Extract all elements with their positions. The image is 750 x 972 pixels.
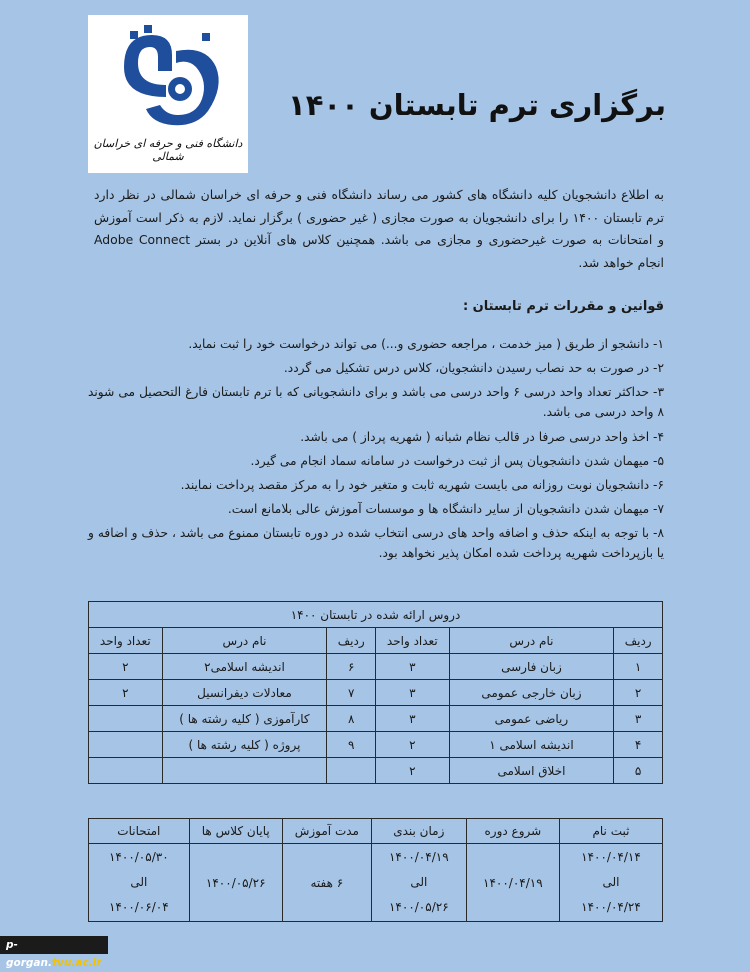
table-cell: ۲ xyxy=(376,732,450,758)
header-cell: ردیف xyxy=(327,628,376,654)
table-cell: معادلات دیفرانسیل xyxy=(162,680,327,706)
table-row xyxy=(89,844,663,922)
table-cell: پروژه ( کلیه رشته ها ) xyxy=(162,732,327,758)
university-logo xyxy=(88,15,248,173)
rules-list xyxy=(88,334,664,568)
table-cell xyxy=(327,758,376,784)
table-cell: ۲ xyxy=(376,758,450,784)
intro-paragraph: به اطلاع دانشجویان کلیه دانشگاه های کشور می رساند دانشگاه فنی و حرفه ای خراسان شمالی در نظر دارد ترم تابستان ۱۴۰۰ را برای دانشجویان به صورت مجازی ( غیر حضوری ) برگزار نماید. لازم به ذکر است آموزش و امتحانات به صورت غیرحضوری و مجازی می باشد. همچنین کلاس های آنلاین در بستر Adobe Connect انجام خواهد شد. xyxy=(94,187,664,270)
table-row xyxy=(89,732,663,758)
table-cell: ریاضی عمومی xyxy=(449,706,614,732)
timing-to: ۱۴۰۰/۰۵/۲۶ xyxy=(388,900,449,914)
header-cell: زمان بندی xyxy=(371,819,466,844)
table-cell: ۲ xyxy=(614,680,663,706)
registration-to: ۱۴۰۰/۰۴/۲۴ xyxy=(581,900,641,914)
header-cell: نام درس xyxy=(162,628,327,654)
rule-item: ۷- میهمان شدن دانشجویان از سایر دانشگاه ها و موسسات آموزش عالی بلامانع است. xyxy=(227,502,664,517)
table-row xyxy=(89,706,663,732)
courses-table-caption: دروس ارائه شده در تابستان ۱۴۰۰ xyxy=(89,602,663,628)
table-cell: ۹ xyxy=(327,732,376,758)
table-cell: ۳ xyxy=(376,654,450,680)
header-cell: پایان کلاس ها xyxy=(189,819,282,844)
header-cell: ردیف xyxy=(614,628,663,654)
table-cell: اندیشه اسلامی ۱ xyxy=(449,732,614,758)
schedule-table-header xyxy=(89,819,663,844)
rule-item: ۶- دانشجویان نوبت روزانه می بایست شهریه ثابت و متغیر خود را به مرکز مقصد پرداخت نمایند. xyxy=(180,477,664,492)
table-cell: ۳ xyxy=(614,706,663,732)
table-cell: ۵ xyxy=(614,758,663,784)
table-cell: اخلاق اسلامی xyxy=(449,758,614,784)
logo-caption: دانشگاه فنی و حرفه ای خراسان شمالی xyxy=(93,137,243,163)
exams-from: ۱۴۰۰/۰۵/۳۰ xyxy=(108,850,169,864)
site-watermark xyxy=(0,936,108,969)
table-cell: ۴ xyxy=(614,732,663,758)
table-cell: ۲ xyxy=(89,654,163,680)
table-cell: کارآموزی ( کلیه رشته ها ) xyxy=(162,706,327,732)
rule-item: ۵- میهمان شدن دانشجویان پس از ثبت درخواست در سامانه سماد انجام می گیرد. xyxy=(250,453,664,468)
table-cell xyxy=(89,706,163,732)
header-cell: تعداد واحد xyxy=(89,628,163,654)
rule-item: ۳- حداکثر تعداد واحد درسی ۶ واحد درسی می باشد و برای دانشجویانی که با ترم تابستان فارغ التحصیل می شوند ۸ واحد درسی می باشد. xyxy=(88,385,664,420)
classes-end-cell: ۱۴۰۰/۰۵/۲۶ xyxy=(189,844,282,922)
table-row xyxy=(89,680,663,706)
timing-sep: الی xyxy=(410,875,428,889)
schedule-table xyxy=(88,818,663,922)
registration-cell xyxy=(559,844,662,922)
rule-item: ۲- در صورت به حد نصاب رسیدن دانشجویان، کلاس درس تشکیل می گردد. xyxy=(283,361,664,376)
header-cell: شروع دوره xyxy=(466,819,559,844)
courses-table-header xyxy=(89,628,663,654)
header-cell: تعداد واحد xyxy=(376,628,450,654)
watermark-accent: tvu.ac.ir xyxy=(51,957,102,969)
header-cell: ثبت نام xyxy=(559,819,662,844)
table-cell: زبان فارسی xyxy=(449,654,614,680)
table-cell: ۶ xyxy=(327,654,376,680)
table-cell: ۱ xyxy=(614,654,663,680)
table-cell: ۷ xyxy=(327,680,376,706)
start-cell: ۱۴۰۰/۰۴/۱۹ xyxy=(466,844,559,922)
rules-heading: قوانین و مقررات ترم تابستان : xyxy=(462,299,664,314)
table-row xyxy=(89,654,663,680)
rule-item: ۴- اخذ واحد درسی صرفا در قالب نظام شبانه ( شهریه پرداز ) می باشد. xyxy=(300,429,664,444)
table-cell: ۲ xyxy=(89,680,163,706)
duration-cell: ۶ هفته xyxy=(282,844,371,922)
header-cell: نام درس xyxy=(449,628,614,654)
table-cell xyxy=(162,758,327,784)
courses-table xyxy=(88,601,663,784)
timing-from: ۱۴۰۰/۰۴/۱۹ xyxy=(388,850,449,864)
table-row xyxy=(89,758,663,784)
timing-cell xyxy=(371,844,466,922)
rule-item: ۸- با توجه به اینکه حذف و اضافه واحد های درسی انتخاب شده در دوره تابستان ممنوع می باشد ، حذف و اضافه و یا بازپرداخت شهریه پرداخت شده امکان پذیر نخواهد بود. xyxy=(88,526,664,561)
table-cell: زبان خارجی عمومی xyxy=(449,680,614,706)
exams-to: ۱۴۰۰/۰۶/۰۴ xyxy=(108,900,169,914)
page-title: برگزاری ترم تابستان ۱۴۰۰ xyxy=(288,88,666,122)
table-cell: اندیشه اسلامی۲ xyxy=(162,654,327,680)
table-cell xyxy=(89,758,163,784)
exams-sep: الی xyxy=(130,875,148,889)
header-cell: امتحانات xyxy=(89,819,190,844)
table-cell: ۳ xyxy=(376,706,450,732)
registration-from: ۱۴۰۰/۰۴/۱۴ xyxy=(581,850,641,864)
table-cell: ۸ xyxy=(327,706,376,732)
table-cell xyxy=(89,732,163,758)
registration-sep: الی xyxy=(602,875,620,889)
exams-cell xyxy=(89,844,190,922)
watermark-prefix: p-gorgan. xyxy=(6,939,52,969)
rule-item: ۱- دانشجو از طریق ( میز خدمت ، مراجعه حضوری و...) می تواند درخواست خود را ثبت نماید. xyxy=(188,337,664,351)
table-cell: ۳ xyxy=(376,680,450,706)
header-cell: مدت آموزش xyxy=(282,819,371,844)
